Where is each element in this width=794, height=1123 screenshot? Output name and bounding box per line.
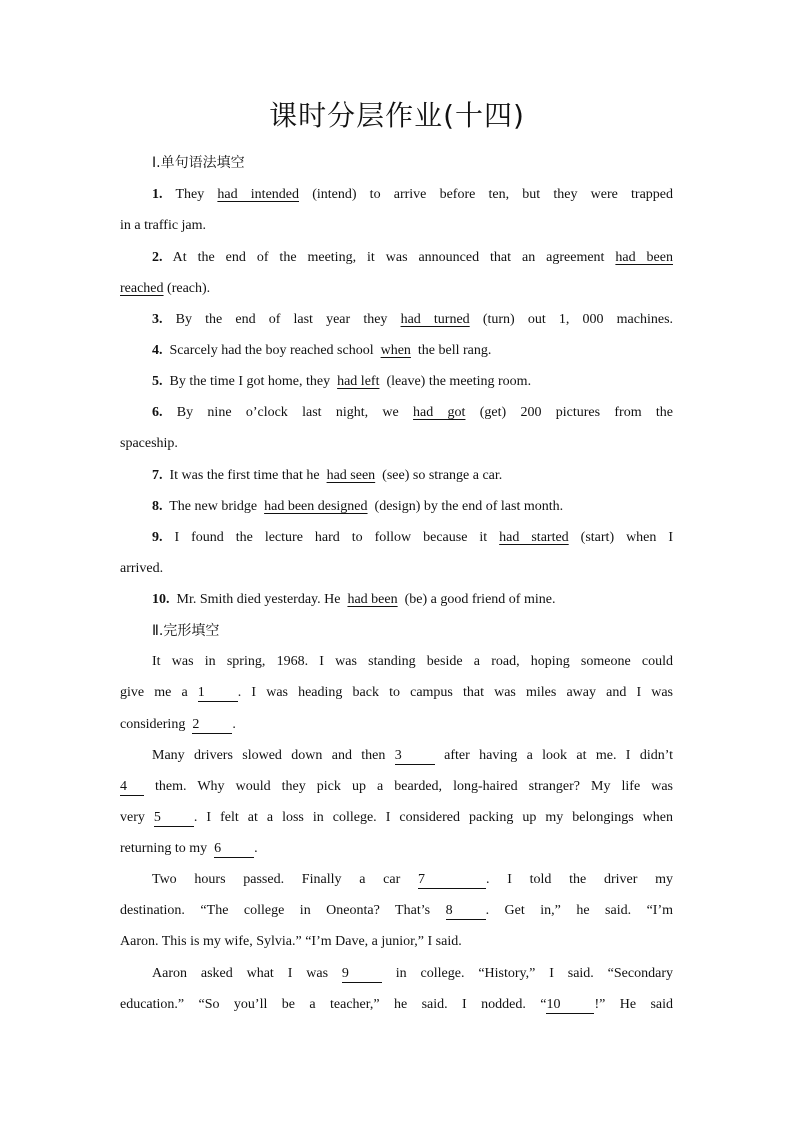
answer: had started [499,530,569,545]
question-5 [120,372,673,392]
q-num: 6. [152,405,163,420]
passage-line [120,683,673,703]
passage-text: Two hours passed. Finally a car [152,872,401,887]
q-text: (leave) the meeting room. [386,374,532,389]
answer: had left [337,374,380,389]
q-text: They [175,187,205,202]
answer: had turned [400,312,470,327]
q-text: (get) 200 pictures from the [479,405,673,420]
question-10 [120,590,673,610]
blank-3: 3 [395,748,435,765]
question-2-cont [120,279,673,299]
passage-text: Aaron asked what I was [152,966,329,981]
question-3 [120,310,673,330]
q-text: (see) so strange a car. [382,468,503,483]
question-2 [120,248,673,268]
blank-9: 9 [342,966,382,983]
passage-text: !” He said [594,997,673,1012]
passage-text: . Get in,” he said. “I’m [485,903,674,918]
page-title: 课时分层作业(十四) [269,99,525,132]
passage-text: . [254,841,258,856]
q-num: 7. [152,468,163,483]
passage-line: Aaron. This is my wife, Sylvia.” “I’m Dave, a junior,” I said. [120,934,462,949]
q-text: (start) when I [580,530,674,545]
passage-text: Many drivers slowed down and then [152,748,386,763]
q-text: By the time I got home, they [169,374,331,389]
q-text: (be) a good friend of mine. [404,592,556,607]
q-text: (intend) to arrive before ten, but they were trapped [312,187,674,202]
passage-line [120,964,673,984]
blank-5: 5 [154,810,194,827]
blank-7: 7 [418,872,486,889]
q-text: the bell rang. [417,343,492,358]
answer: had intended [217,187,299,202]
passage-line [120,901,673,921]
passage-line [120,808,673,828]
q-num: 2. [152,250,163,265]
answer: had been [347,592,398,607]
q-num: 8. [152,499,163,514]
passage-text: very [120,810,145,825]
answer: had been designed [264,499,368,514]
passage-text: after having a look at me. I didn’t [444,748,674,763]
question-7 [120,466,673,486]
passage-text: . I was heading back to campus that was miles away and I was [237,685,674,700]
blank-6: 6 [214,841,254,858]
passage-line: It was in spring, 1968. I was standing beside a road, hoping someone could [152,654,673,669]
question-6 [120,403,673,423]
question-4 [120,341,673,361]
passage-line [120,995,673,1015]
q-text: Mr. Smith died yesterday. He [176,592,341,607]
passage-text: destination. “The college in Oneonta? That’s [120,903,431,918]
passage-line [120,870,673,890]
passage-line [120,746,673,766]
q-text: (design) by the end of last month. [374,499,564,514]
passage-text: considering [120,717,186,732]
blank-1: 1 [198,685,238,702]
passage-line [120,839,673,859]
q-num: 5. [152,374,163,389]
q-text: By the end of last year they [175,312,388,327]
q-text: The new bridge [169,499,258,514]
passage-text: education.” “So you’ll be a teacher,” he said. I nodded. “ [120,997,547,1012]
q-num: 9. [152,530,163,545]
question-9-cont: arrived. [120,561,164,576]
blank-10: 10 [546,997,594,1014]
passage-text: . I told the driver my [485,872,673,887]
passage-line [120,715,673,735]
q-text: It was the first time that he [169,468,320,483]
blank-4: 4 [120,779,144,796]
q-text: At the end of the meeting, it was announced that an agreement [172,250,605,265]
passage-line [120,777,673,797]
answer: when [380,343,411,358]
answer: had got [413,405,466,420]
question-1 [120,185,673,205]
answer: had been [615,250,673,265]
question-8 [120,497,673,517]
passage-text: give me a [120,685,188,700]
q-text: By nine o’clock last night, we [176,405,399,420]
question-1-cont: in a traffic jam. [120,218,207,233]
blank-2: 2 [192,717,232,734]
section2-heading: Ⅱ.完形填空 [152,623,220,639]
passage-text: returning to my [120,841,208,856]
q-num: 3. [152,312,163,327]
q-text: (reach). [167,281,211,296]
section1-heading: Ⅰ.单句语法填空 [152,155,245,171]
q-text: I found the lecture hard to follow because it [174,530,488,545]
q-num: 10. [152,592,170,607]
answer: reached [120,281,164,296]
q-text: Scarcely had the boy reached school [169,343,374,358]
q-text: (turn) out 1, 000 machines. [482,312,674,327]
answer: had seen [326,468,376,483]
blank-8: 8 [446,903,486,920]
question-9 [120,528,673,548]
passage-text: . [232,717,236,732]
question-6-cont: spaceship. [120,436,178,451]
passage-text: . I felt at a loss in college. I considered packing up my belongings when [193,810,674,825]
passage-text: in college. “History,” I said. “Secondary [395,966,673,981]
q-num: 4. [152,343,163,358]
q-num: 1. [152,187,163,202]
passage-text: them. Why would they pick up a bearded, long-haired stranger? My life was [155,779,673,794]
